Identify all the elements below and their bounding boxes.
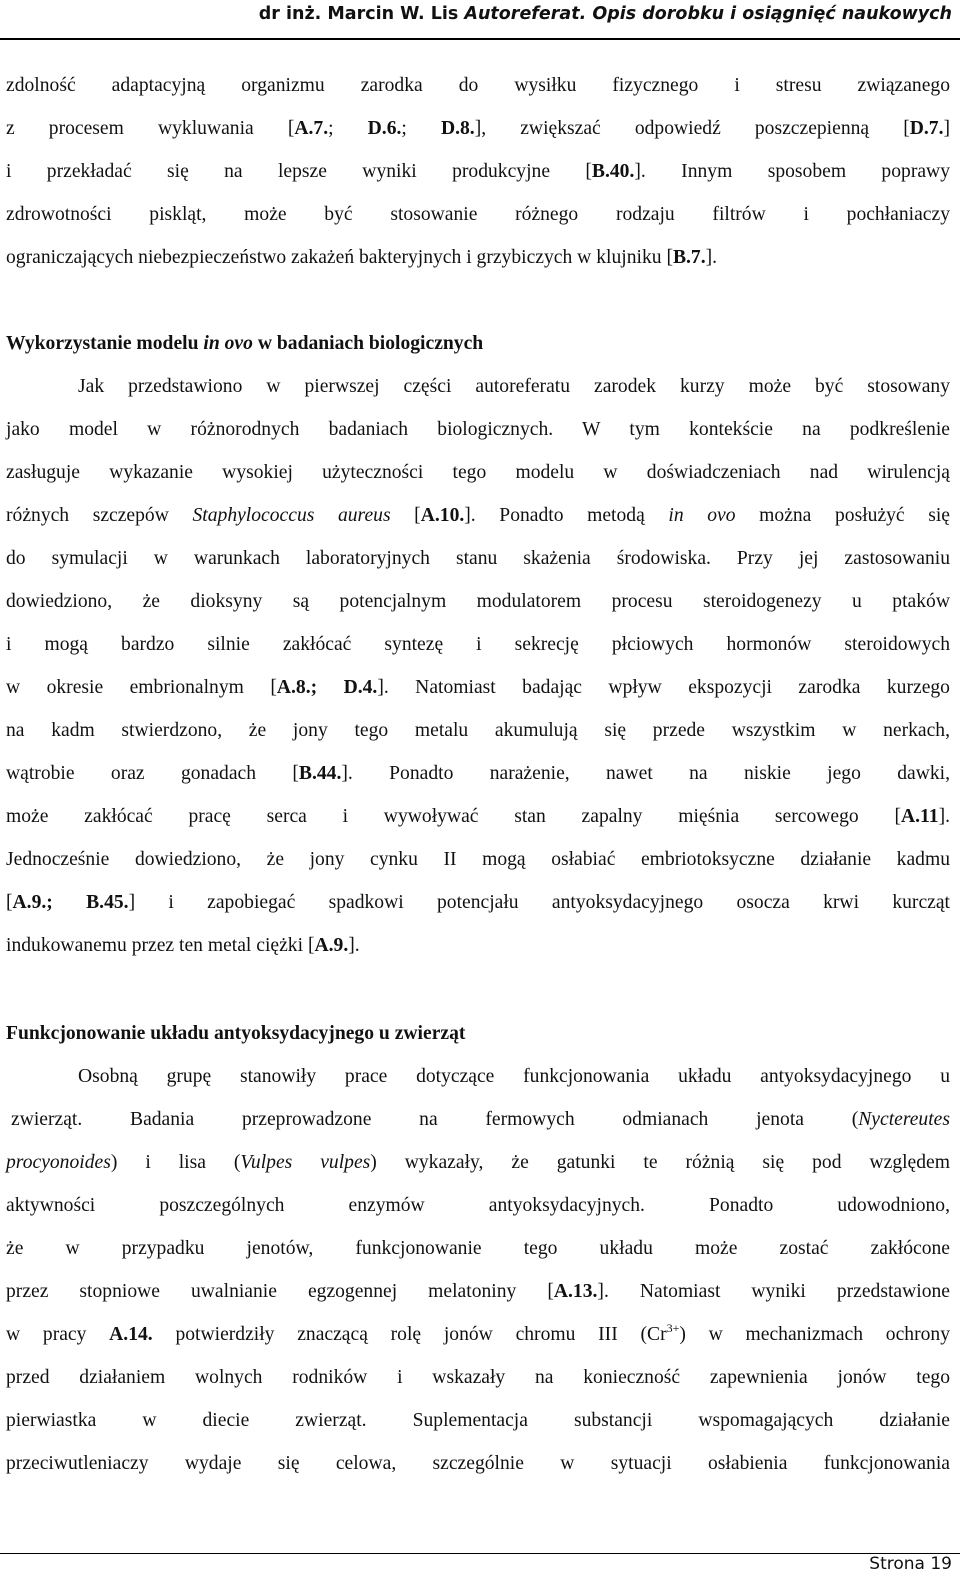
section-in-ovo (6, 322, 950, 967)
text-line: i mogą bardzo silnie zakłócać syntezę i sekrecję płciowych hormonów steroidowych (6, 634, 950, 655)
text-line: jako model w różnorodnych badaniach biologicznych. W tym kontekście na podkreślenie (6, 419, 950, 440)
text-line: Jak przedstawiono w pierwszej części autoreferatu zarodek kurzy może być stosowany (78, 376, 950, 397)
section-heading: Wykorzystanie modelu in ovo w badaniach biologicznych (6, 333, 484, 354)
text-line: [A.9.; B.45.] i zapobiegać spadkowi potencjału antyoksydacyjnego osocza krwi kurcząt (6, 892, 950, 913)
header-author: dr inż. Marcin W. Lis (258, 4, 459, 24)
text-line: różnych szczepów Staphylococcus aureus [A.10.]. Ponadto metodą in ovo można posłużyć się (6, 505, 951, 526)
page-number: Strona 19 (869, 1554, 952, 1574)
text-line: pierwiastka w diecie zwierząt. Suplementacja substancji wspomagających działanie (6, 1410, 950, 1431)
text-line: dowiedziono, że dioksyny są potencjalnym modulatorem procesu steroidogenezy u ptaków (6, 591, 950, 612)
running-header (0, 0, 960, 40)
text-line: do symulacji w warunkach laboratoryjnych stanu skażenia środowiska. Przy jej zastosowaniu (6, 548, 950, 569)
text-line: w okresie embrionalnym [A.8.; D.4.]. Natomiast badając wpływ ekspozycji zarodka kurzego (6, 677, 950, 698)
text-line: na kadm stwierdzono, że jony tego metalu akumulują się przede wszystkim w nerkach, (6, 720, 950, 741)
section-heading: Funkcjonowanie układu antyoksydacyjnego u zwierząt (6, 1023, 466, 1044)
text-line: w pracy A.14. potwierdziły znaczącą rolę jonów chromu III $(Cr^{3+})$ w mechanizmach ochrony (6, 1321, 950, 1345)
header-subtitle: Autoreferat. Opis dorobku i osiągnięć naukowych (464, 4, 952, 24)
text-line: wątrobie oraz gonadach [B.44.]. Ponadto narażenie, nawet na niskie jego dawki, (6, 763, 950, 784)
header-rule (0, 38, 960, 40)
text-line: Osobną grupę stanowiły prace dotyczące funkcjonowania układu antyoksydacyjnego u (78, 1066, 950, 1087)
text-line: zdrowotności piskląt, może być stosowanie różnego rodzaju filtrów i pochłaniaczy (6, 204, 950, 225)
text-line: przed działaniem wolnych rodników i wskazały na konieczność zapewnienia jonów tego (6, 1367, 950, 1388)
text-line: zdolność adaptacyjną organizmu zarodka do wysiłku fizycznego i stresu związanego (6, 75, 950, 96)
text-line: że w przypadku jenotów, funkcjonowanie tego układu może zostać zakłócone (6, 1238, 950, 1259)
text-line: procyonoides) i lisa (Vulpes vulpes) wykazały, że gatunki te różnią się pod względem (6, 1152, 950, 1173)
text-line: ograniczających niebezpieczeństwo zakażeń bakteryjnych i grzybiczych w klujniku [B.7.]. (6, 247, 718, 268)
text-line: przeciwutleniaczy wydaje się celowa, szczególnie w sytuacji osłabienia funkcjonowania (6, 1453, 950, 1474)
text-line: Jednocześnie dowiedziono, że jony cynku II mogą osłabiać embriotoksyczne działanie kadmu (6, 849, 950, 870)
text-line: indukowanemu przez ten metal ciężki [A.9.]. (6, 935, 360, 956)
text-line: z procesem wykluwania [A.7.; D.6.; D.8.], zwiększać odpowiedź poszczepienną [D.7.] (6, 118, 951, 139)
footer-rule (0, 1553, 960, 1554)
section-antioxidant (6, 1012, 950, 1485)
text-line: przez stopniowe uwalnianie egzogennej melatoniny [A.13.]. Natomiast wyniki przedstawione (6, 1281, 951, 1302)
text-line: aktywności poszczególnych enzymów antyoksydacyjnych. Ponadto udowodniono, (6, 1195, 950, 1216)
text-line: i przekładać się na lepsze wyniki produkcyjne [B.40.]. Innym sposobem poprawy (6, 161, 950, 182)
text-line: może zakłócać pracę serca i wywoływać stan zapalny mięśnia sercowego [A.11]. (6, 806, 950, 827)
text-line: zasługuje wykazanie wysokiej użyteczności tego modelu w doświadczeniach nad wirulencją (6, 462, 950, 483)
text-line: zwierząt. Badania przeprowadzone na fermowych odmianach jenota (Nyctereutes (11, 1109, 950, 1130)
paragraph-continuation (6, 64, 950, 279)
